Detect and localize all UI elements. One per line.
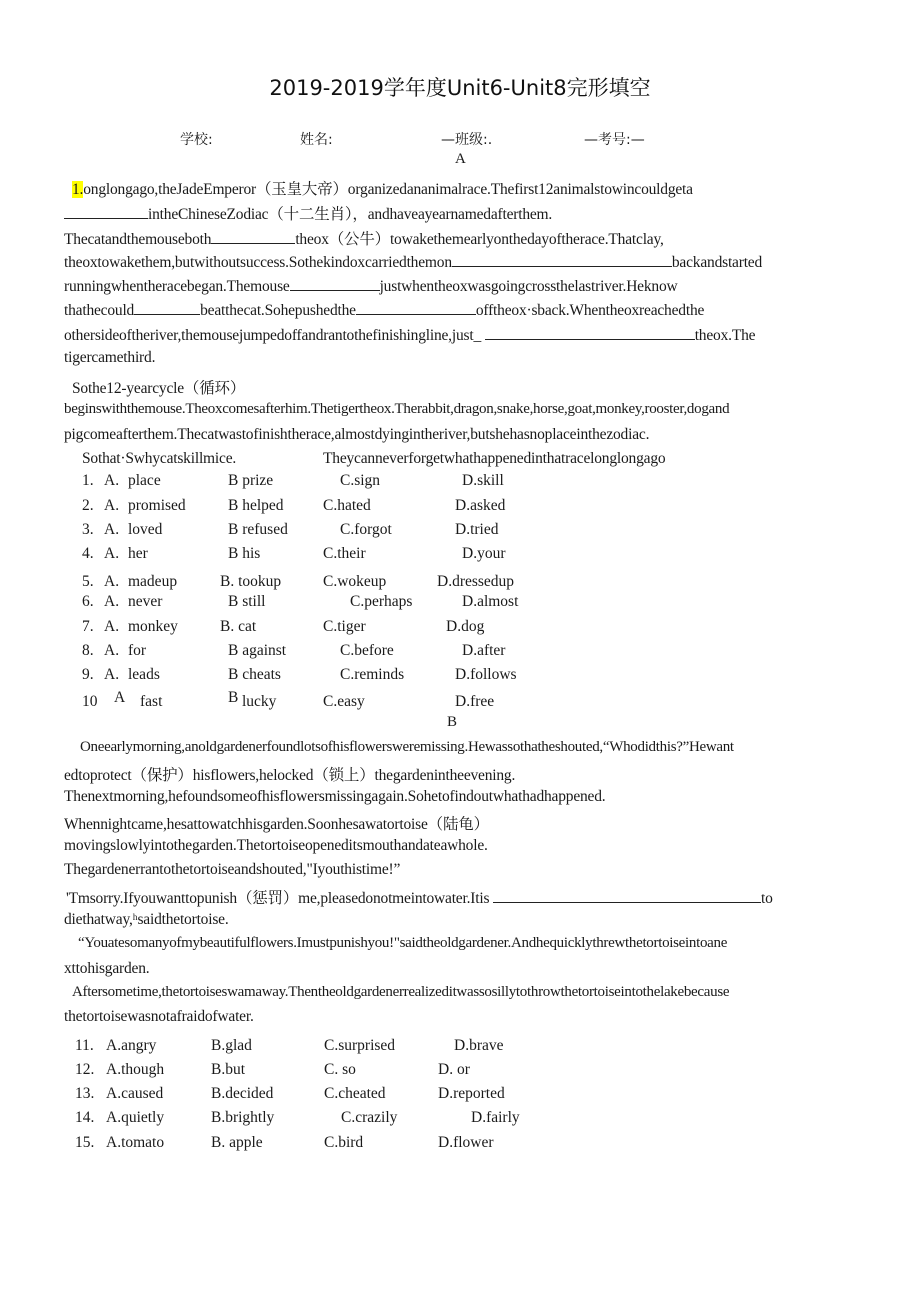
- q1-option-d: D.skill: [462, 472, 504, 489]
- q4-option-a-letter: A.: [104, 545, 120, 562]
- passage-a-line-10: beginswiththemouse.Theoxcomesafterhim.Thetigertheox.Therabbit,dragon,snake,horse,goat,monkey,rooster,dogand: [64, 401, 730, 417]
- q7-option-d: D.dog: [446, 618, 485, 635]
- q6-option-a: never: [128, 593, 163, 610]
- q11-option-a: A.angry: [106, 1037, 157, 1054]
- q8-option-d: D.after: [462, 642, 506, 659]
- q1-option-a-letter: A.: [104, 472, 120, 489]
- q6-number: 6.: [82, 593, 94, 610]
- blank-b: [493, 888, 761, 903]
- q6-option-d: D.almost: [462, 593, 519, 610]
- passage-a-line-4: theoxtowakethem,butwithoutsuccess.Sothekindoxcarriedthemon backandstarted: [64, 254, 763, 271]
- passage-a-line-2: intheChineseZodiac（十二生肖），andhaveayearnamedafterthem.: [64, 202, 552, 224]
- q2-option-a-letter: A.: [104, 497, 120, 514]
- passage-b-line-6: Thegardenerrantothetortoiseandshouted,"Iyouthistime!”: [64, 861, 401, 878]
- q12-option-b: B.but: [211, 1061, 246, 1078]
- q8-number: 8.: [82, 642, 94, 659]
- q2-option-d: D.asked: [455, 497, 506, 514]
- q1-option-c: C.sign: [340, 472, 381, 489]
- q8-option-b: B against: [228, 642, 287, 659]
- passage-b-line-3: Thenextmorning,hefoundsomeofhisflowersmissingagain.Sohetofindoutwhathadhappened.: [64, 788, 606, 805]
- q9-option-c: C.reminds: [340, 666, 405, 683]
- q4-number: 4.: [82, 545, 94, 562]
- q7-option-c: C.tiger: [323, 618, 366, 635]
- passage-b-line-12: thetortoisewasnotafraidofwater.: [64, 1008, 254, 1025]
- passage-b-line-9: “Youatesomanyofmybeautifulflowers.Imustpunishyou!"saidtheoldgardener.Andhequicklythrewthetortoiseintoane: [78, 935, 728, 951]
- q9-option-a-letter: A.: [104, 666, 120, 683]
- section-a-label: A: [455, 151, 466, 167]
- q6-option-c: C.perhaps: [350, 593, 413, 610]
- q1-option-a: place: [128, 472, 161, 489]
- q3-option-c: C.forgot: [340, 521, 392, 538]
- blank-1: [64, 204, 148, 219]
- q10-option-a-letter: A: [114, 689, 126, 706]
- q9-option-d: D.follows: [455, 666, 517, 683]
- passage-b-line-11: Aftersometime,thetortoiseswamaway.Thentheoldgardenerrealizeditwassosillytothrowthetortoiseintothelakebecause: [72, 984, 730, 1000]
- passage-a-line-9: Sothe12-yearcycle（循环）: [72, 380, 246, 397]
- school-label: 学校:: [180, 132, 213, 148]
- passage-a-line-11: pigcomeafterthem.Thecatwastofinishtherace,almostdyingintheriver,butshehasnoplaceinthezodiac.: [64, 426, 650, 443]
- passage-b-line-8: diethatway,ʰsaidthetortoise.: [64, 911, 229, 928]
- q6-option-a-letter: A.: [104, 593, 120, 610]
- q4-option-c: C.their: [323, 545, 366, 562]
- q8-option-c: C.before: [340, 642, 394, 659]
- passage-a-line-7: othersideoftheriver,themousejumpedoffandrantothefinishingline,just_ theox.The: [64, 327, 756, 344]
- q3-number: 3.: [82, 521, 94, 538]
- q5-option-b: B. tookup: [220, 573, 282, 590]
- q8-option-a-letter: A.: [104, 642, 120, 659]
- q15-option-c: C.bird: [324, 1134, 364, 1151]
- blank-5: [290, 276, 380, 291]
- passage-a-line-12b: Theycanneverforgetwhathappenedinthatracelonglongago: [323, 450, 666, 467]
- q4-option-a: her: [128, 545, 148, 562]
- class-label: —班级:.: [441, 132, 493, 148]
- q14-option-d: D.fairly: [471, 1109, 520, 1126]
- q10-option-c: C.easy: [323, 693, 365, 710]
- q6-option-b: B still: [228, 593, 266, 610]
- q7-number: 7.: [82, 618, 94, 635]
- passage-a-line-8: tigercamethird.: [64, 349, 156, 366]
- q7-option-b: B. cat: [220, 618, 257, 635]
- q8-option-a: for: [128, 642, 147, 659]
- first-number-highlight: 1.: [72, 181, 84, 198]
- q13-option-c: C.cheated: [324, 1085, 386, 1102]
- passage-b-line-2: edtoprotect（保护）hisflowers,helocked（锁上）thegardenintheevening.: [64, 767, 516, 784]
- q5-number: 5.: [82, 573, 94, 590]
- q14-option-a: A.quietly: [106, 1109, 165, 1126]
- q5-option-a-letter: A.: [104, 573, 120, 590]
- q3-option-a-letter: A.: [104, 521, 120, 538]
- q2-option-c: C.hated: [323, 497, 371, 514]
- q15-option-a: A.tomato: [106, 1134, 165, 1151]
- q11-option-d: D.brave: [454, 1037, 504, 1054]
- q12-option-a: A.though: [106, 1061, 165, 1078]
- q10-number: 10: [82, 693, 98, 710]
- q9-option-b: B cheats: [228, 666, 281, 683]
- passage-a-line-6: thathecould beatthecat.Sohepushedthe offtheox·sback.Whentheoxreachedthe: [64, 302, 705, 319]
- passage-b-line-10: xttohisgarden.: [64, 960, 150, 977]
- q13-number: 13.: [75, 1085, 95, 1102]
- q9-number: 9.: [82, 666, 94, 683]
- passage-a-line-3: Thecatandthemouseboth theox（公牛）towakethemearlyonthedayoftherace.Thatclay,: [64, 231, 664, 248]
- q11-option-b: B.glad: [211, 1037, 252, 1054]
- q15-option-d: D.flower: [438, 1134, 494, 1151]
- q5-option-a: madeup: [128, 573, 178, 590]
- q5-option-d: D.dressedup: [437, 573, 515, 590]
- q15-option-b: B. apple: [211, 1134, 263, 1151]
- q11-number: 11.: [75, 1037, 94, 1054]
- q2-number: 2.: [82, 497, 94, 514]
- passage-b-line-1: Oneearlymorning,anoldgardenerfoundlotsofhisflowersweremissing.Hewassothatheshouted,“Whodidthis?”Hewant: [80, 739, 734, 755]
- q10-option-b-letter: B: [228, 689, 239, 706]
- q12-number: 12.: [75, 1061, 95, 1078]
- q14-number: 14.: [75, 1109, 95, 1126]
- q13-option-b: B.decided: [211, 1085, 274, 1102]
- section-b-label: B: [447, 714, 458, 730]
- q1-option-b: B prize: [228, 472, 274, 489]
- passage-b-line-4: Whennightcame,hesattowatchhisgarden.Soonhesawatortoise（陆龟）: [64, 816, 489, 833]
- q7-option-a: monkey: [128, 618, 178, 635]
- passage-a-line-5: runningwhentheracebegan.Themouse justwhentheoxwasgoingcrossthelastriver.Heknow: [64, 278, 678, 295]
- q5-option-c: C.wokeup: [323, 573, 387, 590]
- q2-option-b: B helped: [228, 497, 284, 514]
- q7-option-a-letter: A.: [104, 618, 120, 635]
- q14-option-b: B.brightly: [211, 1109, 275, 1126]
- exam-number-label: —考号:—: [584, 132, 645, 148]
- passage-a-line-12a: Sothat·Swhycatskillmice.: [82, 450, 237, 467]
- q13-option-a: A.caused: [106, 1085, 164, 1102]
- blank-6: [134, 300, 200, 315]
- q3-option-d: D.tried: [455, 521, 499, 538]
- q4-option-b: B his: [228, 545, 261, 562]
- q10-option-d: D.free: [455, 693, 495, 710]
- q10-option-a: fast: [140, 693, 163, 710]
- blank-7: [356, 300, 476, 315]
- q13-option-d: D.reported: [438, 1085, 505, 1102]
- blank-4: [452, 252, 672, 267]
- name-label: 姓名:: [300, 132, 333, 148]
- blank-2: [211, 229, 295, 244]
- q12-option-c: C. so: [324, 1061, 356, 1078]
- passage-b-line-5: movingslowlyintothegarden.Thetortoiseopeneditsmouthandateawhole.: [64, 837, 488, 854]
- q3-option-b: B refused: [228, 521, 288, 538]
- q11-option-c: C.surprised: [324, 1037, 396, 1054]
- page-title: 2019-2019学年度Unit6-Unit8完形填空: [269, 76, 651, 100]
- passage-b-line-7: 'Tmsorry.Ifyouwanttopunish（惩罚）me,pleasedonotmeintowater.Itis to: [66, 890, 773, 907]
- blank-8: [485, 325, 695, 340]
- q1-number: 1.: [82, 472, 94, 489]
- q10-option-b: lucky: [242, 693, 277, 710]
- passage-a-line-1: 1.onglongago,theJadeEmperor（玉皇大帝）organizedananimalrace.Thefirst12animalstowincouldgeta: [72, 181, 693, 198]
- q3-option-a: loved: [128, 521, 163, 538]
- q9-option-a: leads: [128, 666, 160, 683]
- q4-option-d: D.your: [462, 545, 506, 562]
- q12-option-d: D. or: [438, 1061, 470, 1078]
- q14-option-c: C.crazily: [341, 1109, 398, 1126]
- q15-number: 15.: [75, 1134, 95, 1151]
- q2-option-a: promised: [128, 497, 186, 514]
